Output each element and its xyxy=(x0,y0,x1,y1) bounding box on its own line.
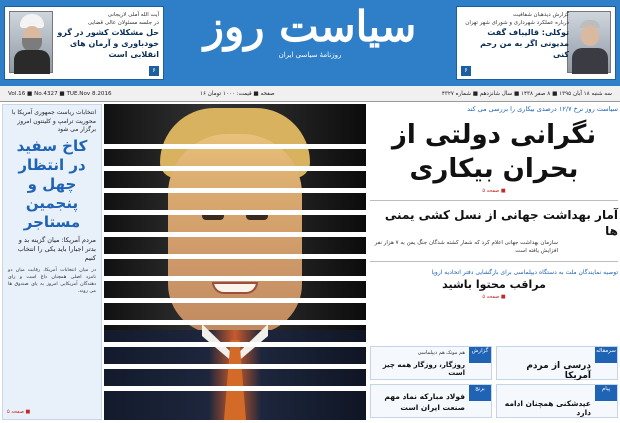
issue-date: سه شنبه ۱۸ آبان ۱۳۹۵ ■ ۸ صفر ۱۴۳۸ ■ سال شانزدهم ■ شماره ۴۳۲۷ xyxy=(441,91,612,97)
masthead-left-text xyxy=(55,11,159,60)
cleric-photo xyxy=(9,11,53,73)
main-headline[interactable]: نگرانی دولتی از بحران بیکاری xyxy=(391,120,597,184)
divider xyxy=(370,200,618,201)
teaser-box-steel[interactable] xyxy=(370,384,492,418)
issue-price: ۱۶ صفحه ■ قیمت: ۱۰۰۰ تومان xyxy=(200,91,275,97)
masthead-left-headline: حل مشکلات کشور در گرو خودباوری و آرمان های انقلابی است xyxy=(57,28,159,59)
left-story-kicker: انتخابات ریاست جمهوری آمریکا با محوریت ترامپ و کلینتون امروز برگزار می شود xyxy=(11,109,96,133)
left-story-headline: کاخ سفید در انتظار چهل و پنجمین مستاجر xyxy=(16,136,88,231)
right-column xyxy=(370,104,618,420)
story3-headline[interactable]: مراقب محتوا باشید xyxy=(442,278,546,291)
politician-photo xyxy=(567,11,611,73)
teaser-tag: پیام xyxy=(595,385,617,401)
story2-headline[interactable]: آمار بهداشت جهانی از نسل کشی یمنی ها xyxy=(384,208,618,238)
masthead-story-left[interactable] xyxy=(4,6,164,80)
page-number-badge: ۶ xyxy=(149,66,159,76)
masthead-story-right[interactable] xyxy=(456,6,616,80)
left-story-page-ref: صفحه ۵ ■ xyxy=(7,409,31,415)
masthead-right-headline: توکلی: قالیباف گفت مدیونی اگر به من رحم کنی xyxy=(480,28,569,59)
logo-subtitle: روزنامهٔ سیاسی ایران xyxy=(278,51,342,59)
story3-page-ref: صفحه ۵ ■ xyxy=(482,294,506,300)
newspaper-logo xyxy=(200,0,420,70)
teaser-sub: هم موتک هم دیپلماسی xyxy=(417,350,465,356)
story2-note: سازمان بهداشت جهانی اعلام کرد که شمار کشته شدگان جنگ یمن به ۷ هزار نفر افزایش یافته است xyxy=(374,240,558,254)
teaser-box-report[interactable] xyxy=(370,346,492,380)
teaser-title: روزگار، روزگار همه چیز است xyxy=(382,361,465,377)
date-bar xyxy=(0,86,620,102)
teaser-title: درسی از مردم آمریکا xyxy=(526,361,591,381)
teaser-box-editorial[interactable] xyxy=(496,346,618,380)
logo-title: سیاست روز xyxy=(203,2,417,51)
masthead xyxy=(0,0,620,86)
left-column-story[interactable] xyxy=(2,104,102,420)
teaser-title: فولاد مبارکه نماد مهم صنعت ایران است xyxy=(384,392,465,412)
masthead-right-line2: درباره عملکرد شهرداری و شورای شهر تهران xyxy=(465,20,569,26)
issue-volume: Vol.16 ■ No.4327 ■ TUE.Nov 8.2016 xyxy=(8,91,112,97)
masthead-right-text xyxy=(465,11,569,60)
teaser-title: عیدشکنی همچنان ادامه دارد xyxy=(504,399,591,417)
masthead-left-line1: آیت الله آملی لاریجانی xyxy=(107,12,159,18)
divider xyxy=(370,261,618,262)
candidate-striped-photo xyxy=(104,104,366,420)
masthead-right-line1: گزارش دیدهبان شفافیت xyxy=(513,12,569,18)
teaser-boxes xyxy=(370,346,618,420)
left-story-body: در میان انتخابات آمریکا، رقابت میان دو نامزد اصلی همچنان داغ است و رای دهندگان آمریکایی امروز به پای صندوق ها می روند. xyxy=(8,267,96,294)
masthead-left-line2: در جلسه مسئولان عالی قضایی xyxy=(87,20,159,26)
main-headline-page-ref: صفحه ۵ ■ xyxy=(482,188,506,194)
story3-kicker: توصیه نمایندگان ملت به دستگاه دیپلماسی برای بازگشایی دفتر اتحادیه اروپا xyxy=(431,269,618,276)
main-story-kicker: سیاست روز نرخ ۱۲/۷ درصدی بیکاری را بررسی می کند xyxy=(467,105,618,113)
teaser-tag: سرمقاله xyxy=(595,347,617,363)
teaser-box-message[interactable] xyxy=(496,384,618,418)
left-story-subhead: مردم آمریکا: میان گزینه بد و بدتر اجبارا باید یکی را انتخاب کنیم xyxy=(17,235,96,262)
teaser-tag: برنج xyxy=(469,385,491,401)
teaser-tag: گزارش xyxy=(469,347,491,363)
page-number-badge: ۶ xyxy=(461,66,471,76)
